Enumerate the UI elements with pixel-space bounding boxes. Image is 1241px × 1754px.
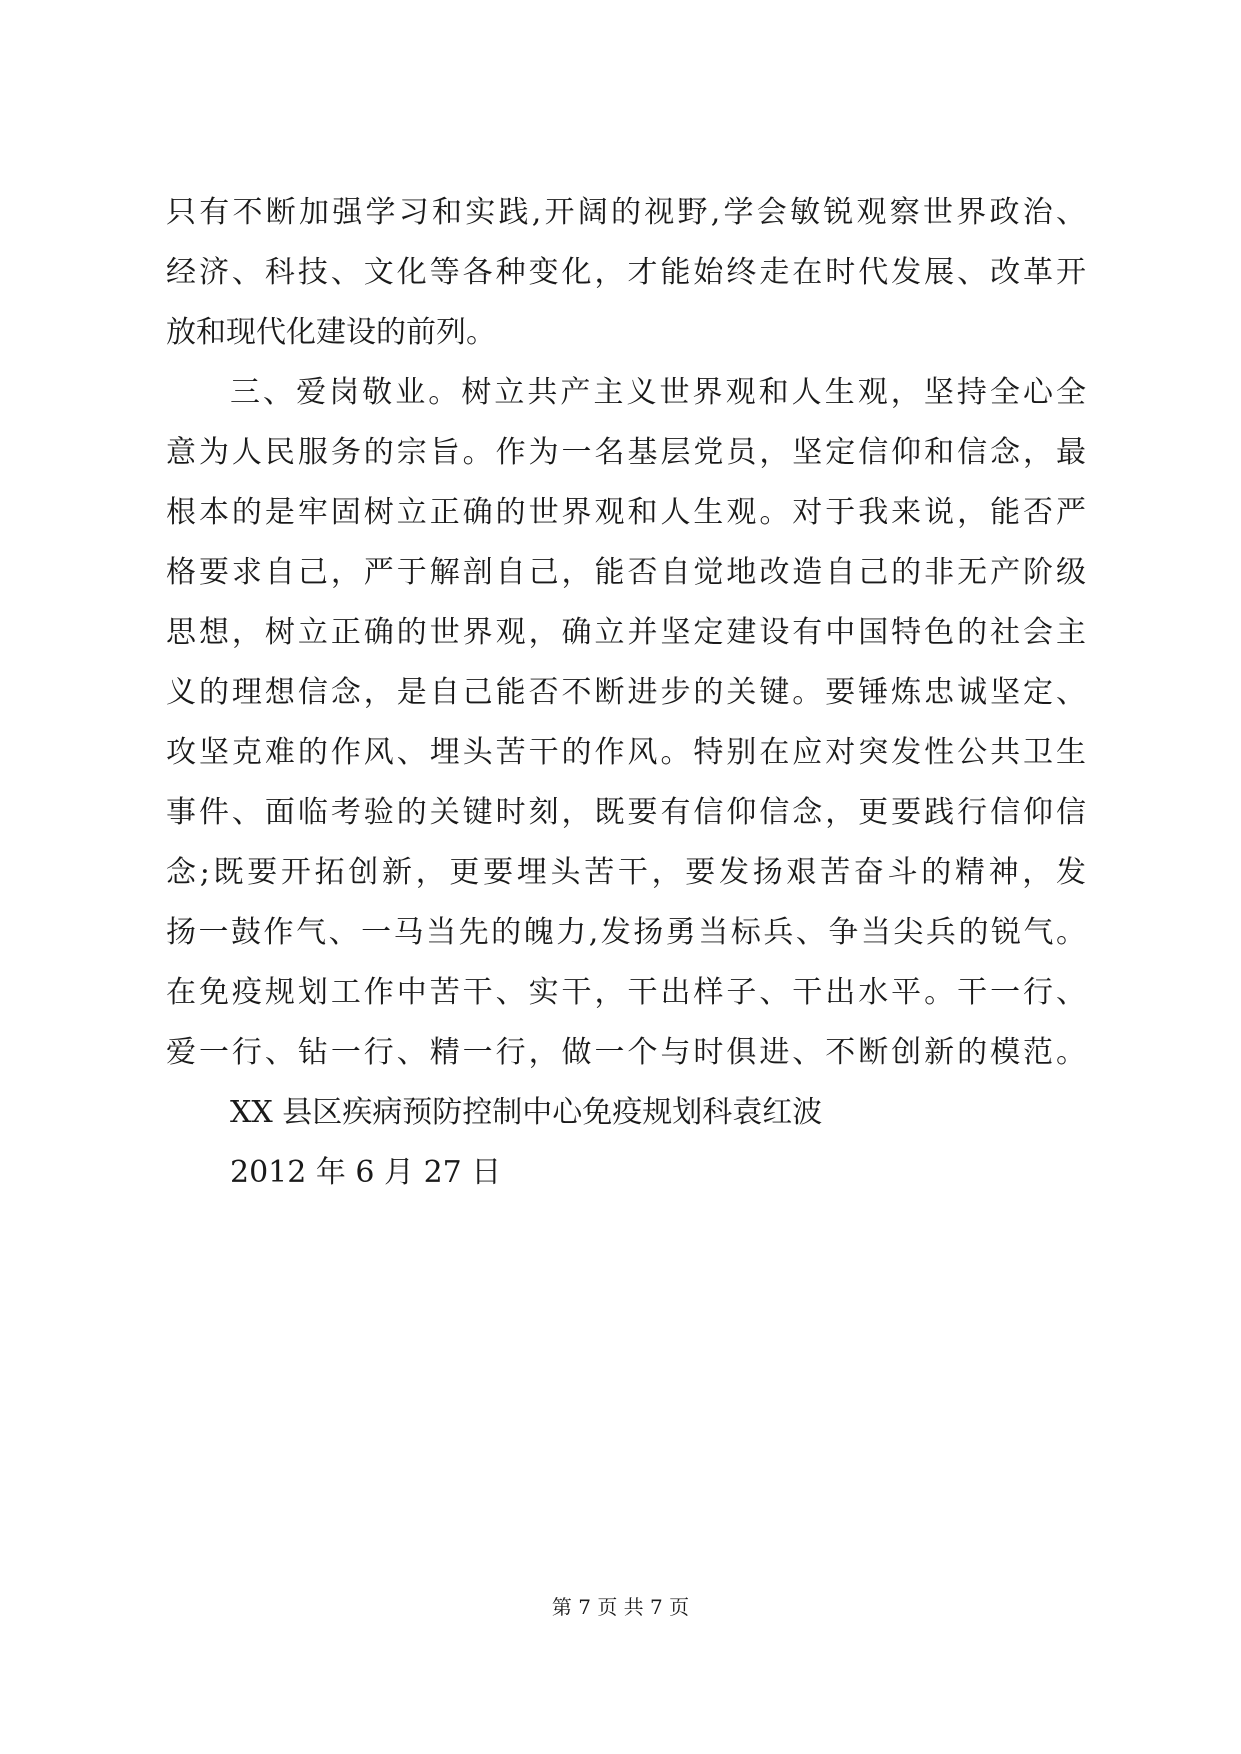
signature-date: 2012 年 6 月 27 日	[230, 1155, 502, 1190]
paragraph-2-line-5: 思想，树立正确的世界观，确立并坚定建设有中国特色的社会主	[166, 615, 1086, 650]
paragraph-2-line-4: 格要求自己，严于解剖自己，能否自觉地改造自己的非无产阶级	[166, 555, 1086, 590]
paragraph-2-line-12: 爱一行、钻一行、精一行，做一个与时俱进、不断创新的模范。	[166, 1035, 1086, 1070]
paragraph-2-line-11: 在免疫规划工作中苦干、实干，干出样子、干出水平。干一行、	[166, 975, 1086, 1010]
signature-organization: XX 县区疾病预防控制中心免疫规划科袁红波	[230, 1095, 823, 1130]
paragraph-2-line-7: 攻坚克难的作风、埋头苦干的作风。特别在应对突发性公共卫生	[166, 735, 1086, 770]
paragraph-2-line-3: 根本的是牢固树立正确的世界观和人生观。对于我来说，能否严	[166, 495, 1086, 530]
paragraph-1-line-2: 经济、科技、文化等各种变化，才能始终走在时代发展、改革开	[166, 255, 1086, 290]
paragraph-2-line-2: 意为人民服务的宗旨。作为一名基层党员，坚定信仰和信念，最	[166, 435, 1086, 470]
paragraph-1-line-1: 只有不断加强学习和实践,开阔的视野,学会敏锐观察世界政治、	[166, 195, 1086, 230]
paragraph-2-line-9: 念;既要开拓创新，更要埋头苦干，要发扬艰苦奋斗的精神，发	[166, 855, 1086, 890]
paragraph-2-line-8: 事件、面临考验的关键时刻，既要有信仰信念，更要践行信仰信	[166, 795, 1086, 830]
page-number-footer: 第 7 页 共 7 页	[551, 1595, 690, 1619]
paragraph-2-line-10: 扬一鼓作气、一马当先的魄力,发扬勇当标兵、争当尖兵的锐气。	[166, 915, 1086, 950]
paragraph-2-line-6: 义的理想信念，是自己能否不断进步的关键。要锤炼忠诚坚定、	[166, 675, 1086, 710]
paragraph-1-line-3: 放和现代化建设的前列。	[166, 315, 496, 350]
paragraph-2-line-1: 三、爱岗敬业。树立共产主义世界观和人生观，坚持全心全	[230, 375, 1086, 410]
